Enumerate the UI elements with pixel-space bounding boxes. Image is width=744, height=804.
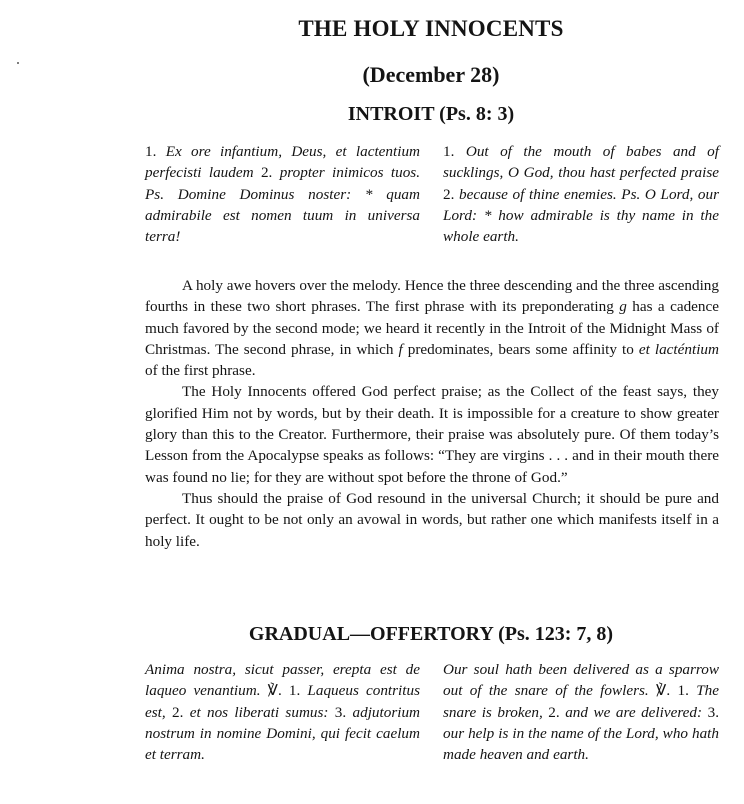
latin-segment: Ex ore infantium, Deus, et lactentium perfecisti laudem: [145, 143, 420, 182]
verse-number: 1.: [443, 143, 455, 160]
text-run: A holy awe hovers over the melody. Hence the three descending and the three ascending fourths in these two short phrases. The first phrase with its preponderating: [145, 277, 719, 316]
english-segment: The snare is broken,: [443, 682, 719, 721]
gradual-offertory-heading: GRADUAL—OFFERTORY (Ps. 123: 7, 8): [248, 623, 614, 645]
latin-quote: et lacténtium: [638, 340, 719, 358]
text-run: has a cadence much favored by the second mode; we heard it recently in the Introit of the Midnight Mass of Christmas. The second phrase, in which: [145, 298, 719, 358]
versicle-marker: ℣. 1.: [656, 682, 689, 700]
text-run: of the first phrase.: [145, 362, 256, 380]
latin-segment: propter inimicos tuos. Ps. Domine Dominus noster: * quam admirabile est nomen tuum in universa terra!: [145, 164, 420, 246]
verse-number: 2.: [172, 703, 184, 721]
latin-segment: Anima nostra, sicut passer, erepta est de laqueo venantium.: [145, 661, 420, 700]
verse-number: 2.: [548, 703, 560, 721]
commentary-paragraph: Thus should the praise of God resound in the universal Church; it should be pure and perfect. It ought to be not only an avowal in words, but rather one which manifests itself in a holy life.: [145, 489, 719, 550]
english-segment: Out of the mouth of babes and of sucklings, O God, thou hast perfected praise: [443, 143, 719, 182]
feast-date: (December 28): [362, 62, 500, 87]
verse-number: 3.: [707, 703, 719, 721]
english-segment: because of thine enemies. Ps. O Lord, our Lord: * how admirable is thy name in the whole earth.: [443, 185, 719, 246]
introit-heading: INTROIT (Ps. 8: 3): [347, 103, 515, 125]
note-letter: g: [619, 298, 627, 316]
note-letter: f: [398, 340, 403, 358]
verse-number: 2.: [260, 164, 273, 182]
english-segment: Our soul hath been delivered as a sparrow out of the snare of the fowlers.: [443, 661, 719, 700]
latin-segment: et nos liberati sumus:: [183, 703, 335, 721]
commentary-paragraph: [145, 275, 719, 381]
commentary: [145, 275, 719, 552]
verse-number: 2.: [443, 185, 455, 203]
text-run: predominates, bears some affinity to: [402, 340, 639, 358]
commentary-paragraph: The Holy Innocents offered God perfect praise; as the Collect of the feast says, they glorified Him not by words, but by their death. It is impossible for a creature to show greater glory than this to the Creator. Furthermore, their praise was absolutely pure. Of them today’s Lesson from the Apocalypse speaks as follows: “They are virgins . . . and in their mouth there was found no lie; for they are without spot before the throne of God.”: [145, 383, 719, 486]
gradual-latin-text: [145, 659, 420, 765]
latin-segment: adjutorium nostrum in nomine Domini, qui fecit caelum et terram.: [145, 703, 421, 764]
introit-latin-text: [145, 141, 420, 247]
versicle-marker: ℣. 1.: [267, 682, 301, 700]
english-segment: and we are delivered:: [559, 703, 708, 721]
english-segment: our help is in the name of the Lord, who hath made heaven and earth.: [443, 724, 719, 764]
introit-english-text: [443, 141, 719, 247]
page-title: THE HOLY INNOCENTS: [298, 16, 564, 41]
latin-segment: Laqueus contritus est,: [145, 682, 420, 721]
verse-number: 1.: [145, 143, 157, 160]
gradual-english-text: [443, 659, 719, 765]
verse-number: 3.: [334, 703, 347, 721]
